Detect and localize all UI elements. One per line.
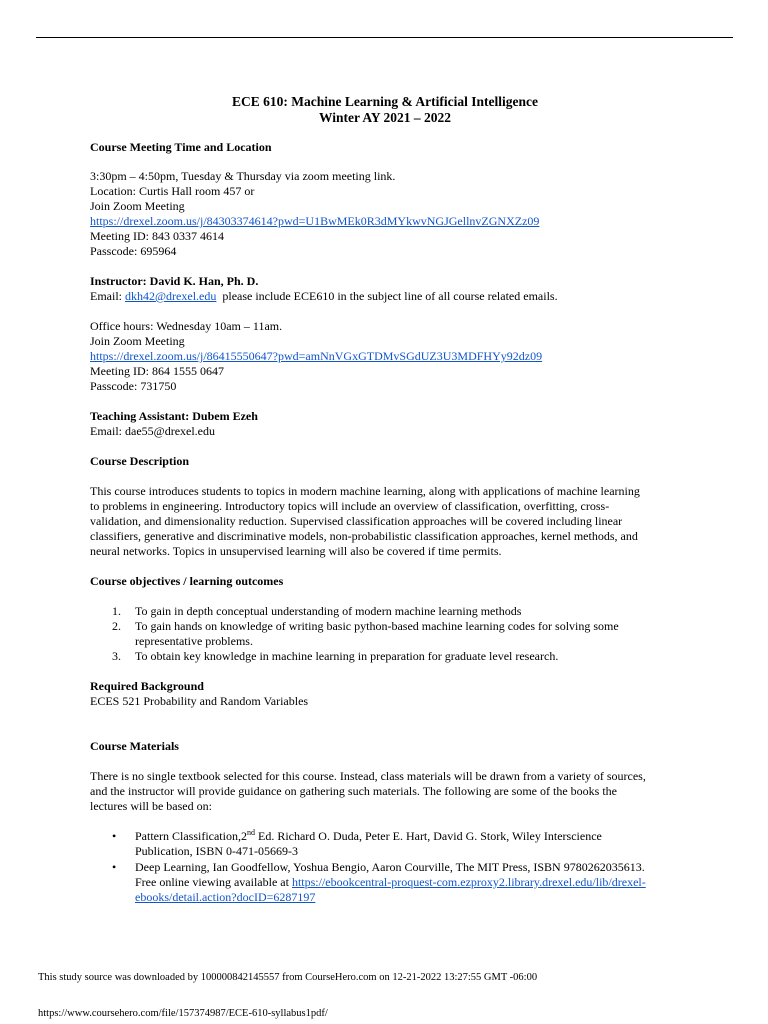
background-text: ECES 521 Probability and Random Variables: [90, 694, 309, 708]
description-heading: Course Description: [90, 454, 189, 468]
office-passcode: Passcode: 731750: [90, 379, 177, 393]
course-title: ECE 610: Machine Learning & Artificial Intelligence: [232, 94, 538, 109]
book2-title: Deep Learning, Ian Goodfellow, Yoshua Bengio, Aaron Courville, The MIT Press, ISBN 9780262035613.: [135, 860, 645, 874]
materials-line: and the instructor will provide guidance on gathering such materials. The following are some of the books the: [90, 784, 617, 798]
meeting-passcode: Passcode: 695964: [90, 244, 177, 258]
ta-heading: Teaching Assistant: Dubem Ezeh: [90, 409, 258, 423]
instructor-heading: Instructor: David K. Han, Ph. D.: [90, 274, 259, 288]
instructor-email-link[interactable]: dkh42@drexel.edu: [125, 289, 217, 303]
instructor-email-label: Email:: [90, 289, 125, 303]
meeting-id: Meeting ID: 843 0337 4614: [90, 229, 224, 243]
book2-online-label: Free online viewing available at: [135, 875, 292, 889]
background-heading: Required Background: [90, 679, 204, 693]
objective-text: To gain hands on knowledge of writing basic python-based machine learning codes for solving some: [135, 619, 619, 633]
book2-link-cont[interactable]: ebooks/detail.action?docID=6287197: [135, 890, 316, 904]
book1-isbn: Publication, ISBN 0-471-05669-3: [135, 844, 298, 858]
instructor-email-line: [90, 289, 680, 304]
objective-item: [90, 649, 680, 664]
book1-title: Pattern Classification,2: [135, 829, 247, 843]
meeting-time: 3:30pm – 4:50pm, Tuesday & Thursday via zoom meeting link.: [90, 169, 396, 183]
book2-link[interactable]: https://ebookcentral-proquest-com.ezproxy2.library.drexel.edu/lib/drexel-: [291, 875, 646, 889]
books-list: [90, 829, 680, 905]
objective-number: 1.: [112, 604, 121, 618]
download-notice: This study source was downloaded by 100000842145557 from CourseHero.com on 12-21-2022 13:27:55 GMT -06:00: [38, 972, 538, 983]
objective-text: To obtain key knowledge in machine learning in preparation for graduate level research.: [135, 649, 559, 663]
materials-text: [90, 769, 680, 814]
description-line: neural networks. Topics in unsupervised learning will also be covered if time permits.: [90, 544, 502, 558]
objectives-heading: Course objectives / learning outcomes: [90, 574, 284, 588]
objective-text: representative problems.: [135, 634, 253, 648]
bullet-icon: •: [112, 860, 117, 874]
office-zoom-link[interactable]: https://drexel.zoom.us/j/86415550647?pwd=amNnVGxGTDMvSGdUZ3U3MDFHYy92dz09: [90, 349, 543, 363]
objectives-list: [90, 604, 680, 664]
objective-item: [90, 619, 680, 649]
book1-authors: Ed. Richard O. Duda, Peter E. Hart, David G. Stork, Wiley Interscience: [254, 829, 602, 843]
materials-heading: Course Materials: [90, 739, 179, 753]
description-text: [90, 484, 680, 559]
meeting-zoom-link[interactable]: https://drexel.zoom.us/j/84303374614?pwd=U1BwMEk0R3dMYkwvNGJGellnvZGNXZz09: [90, 214, 540, 228]
office-meeting-id: Meeting ID: 864 1555 0647: [90, 364, 224, 378]
syllabus-page: [90, 94, 680, 906]
meeting-location: Location: Curtis Hall room 457 or: [90, 184, 255, 198]
description-line: classifiers, generative and discriminative models, non-probabilistic classification approaches, kernel methods, and: [90, 529, 638, 543]
materials-line: lectures will be based on:: [90, 799, 212, 813]
course-term: Winter AY 2021 – 2022: [318, 110, 451, 125]
top-divider: [36, 37, 733, 38]
book-item: [90, 829, 680, 859]
office-join-label: Join Zoom Meeting: [90, 334, 185, 348]
instructor-email-note: please include ECE610 in the subject line of all course related emails.: [216, 289, 558, 303]
description-line: This course introduces students to topics in modern machine learning, along with applications of machine learning: [90, 484, 640, 498]
bullet-icon: •: [112, 829, 117, 843]
meeting-heading: Course Meeting Time and Location: [90, 140, 272, 154]
description-line: to problems in engineering. Introductory topics will include an overview of classification, overfitting, cross-: [90, 499, 610, 513]
office-hours: Office hours: Wednesday 10am – 11am.: [90, 319, 283, 333]
objective-item: [90, 604, 680, 619]
objective-text: To gain in depth conceptual understanding of modern machine learning methods: [135, 604, 522, 618]
meeting-join-label: Join Zoom Meeting: [90, 199, 185, 213]
objective-number: 3.: [112, 649, 121, 663]
book1-edition-sup: nd: [246, 828, 255, 837]
source-url: https://www.coursehero.com/file/157374987/ECE-610-syllabus1pdf/: [38, 1008, 328, 1019]
book-item: [90, 860, 680, 905]
materials-line: There is no single textbook selected for this course. Instead, class materials will be drawn from a variety of sources,: [90, 769, 646, 783]
objective-number: 2.: [112, 619, 121, 633]
ta-email: Email: dae55@drexel.edu: [90, 424, 216, 438]
description-line: validation, and dimensionality reduction. Supervised classification approaches will be covered including linear: [90, 514, 623, 528]
